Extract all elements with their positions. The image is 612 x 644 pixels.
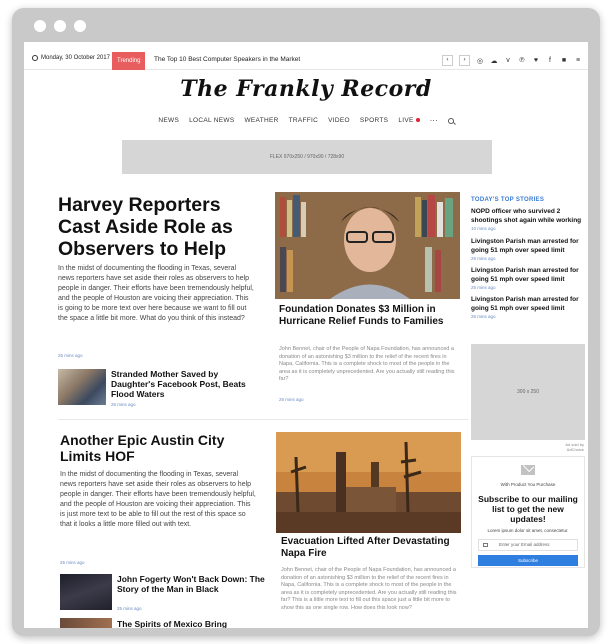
clock-icon	[32, 55, 38, 61]
soundcloud-icon[interactable]: ☁	[490, 57, 498, 65]
newsletter-box	[471, 456, 585, 568]
top-story-item[interactable]	[471, 208, 586, 231]
top-story-title[interactable]: Livingston Parish man arrested for going 51 mph over speed limit	[471, 238, 579, 254]
window-maximize-dot[interactable]	[74, 20, 86, 32]
newsletter-title: Subscribe to our mailing list to get the new updates!	[478, 494, 578, 524]
trending-badge: Trending	[112, 52, 145, 70]
trending-headline-link[interactable]: The Top 10 Best Computer Speakers in the Market	[154, 56, 301, 63]
napa-fire-photo-art	[276, 432, 461, 533]
top-story-item[interactable]	[471, 238, 586, 261]
menu-icon[interactable]: ≡	[575, 57, 581, 64]
fogerty-thumbnail[interactable]	[60, 574, 112, 610]
nav-video[interactable]: VIDEO	[328, 117, 350, 124]
nav-weather[interactable]: WEATHER	[244, 117, 279, 124]
browser-frame	[12, 8, 600, 636]
top-story-time: 25 mins ago	[471, 285, 496, 290]
email-placeholder: Enter your Email address	[499, 542, 550, 547]
top-story-time: 10 mins ago	[471, 226, 496, 231]
lead-summary: In the midst of documenting the flooding in Texas, several news reporters have set aside their roles as observers to help people in danger. Their efforts have been tremendously helpful, and the people of Houston are voicing their appreciation. This is going to be more text over here because we want to fill out the space a little bit more. What do you think of this instead?	[58, 265, 254, 322]
nav-traffic[interactable]: TRAFFIC	[288, 117, 319, 124]
foundation-summary: John Bennet, chair of the People of Napa Foundation, has announced a donation of an astonishing $3 million to the relief of the recent fires in Napa, California. This is a complete shock to most of the people in the area as it is completely unprecedented. Are you actually still reading this far?	[279, 346, 455, 382]
lead-time: 25 mins ago	[58, 353, 83, 358]
second-time: 25 mins ago	[60, 560, 85, 565]
vimeo-icon[interactable]: v	[506, 57, 510, 64]
main-nav	[24, 116, 588, 125]
top-story-item[interactable]	[471, 296, 586, 319]
napa-fire-summary: John Bennet, chair of the People of Napa Foundation, has announced a donation of an astonishing $3 million to the relief of the recent fires in Napa, California. This is a complete shock to most of the people in the area as it is completely unprecedented. Are you actually still reading this far? This is a little more text to fill out this space just a little bit more to show this as one single row. How does this look now?	[281, 567, 457, 611]
twitter-icon[interactable]: ♥	[533, 57, 539, 64]
spirits-thumbnail[interactable]	[60, 618, 112, 628]
mail-icon	[521, 465, 535, 475]
nav-live[interactable]	[398, 117, 419, 124]
foundation-photo-art	[275, 192, 460, 299]
newsletter-kicker: With Product You Purchase	[500, 482, 556, 487]
window-close-dot[interactable]	[34, 20, 46, 32]
spirits-headline[interactable]: The Spirits of Mexico Bring	[117, 619, 228, 628]
napa-fire-headline[interactable]: Evacuation Lifted After Devastating Napa Fire	[281, 536, 450, 559]
top-story-item[interactable]	[471, 267, 586, 290]
second-summary: In the midst of documenting the flooding in Texas, several news reporters have set aside their roles as observers to help people in danger. Their efforts have been tremendously helpful, and the people of Houston are voicing their appreciation. This is just more text to be able to fill out the rest of this space so that it looks a little more filled out with text.	[60, 471, 256, 528]
foundation-headline[interactable]: Foundation Donates $3 Million in Hurricane Relief Funds to Families	[279, 304, 444, 327]
side-ad[interactable]: 300 x 250	[471, 344, 585, 440]
date-text: Monday, 30 October 2017	[41, 55, 110, 61]
fogerty-time: 25 mins ago	[117, 606, 142, 611]
ad-banner[interactable]: FLEX 970x250 / 970x90 / 728x90	[122, 140, 492, 174]
second-headline[interactable]: Another Epic Austin City Limits HOF	[60, 432, 225, 464]
instagram-icon[interactable]: ◎	[476, 57, 484, 65]
newsletter-subtitle: Lorem ipsum dolor sit amet, consectetur.	[487, 528, 569, 533]
search-icon[interactable]	[448, 118, 454, 124]
lock-icon[interactable]: ■	[561, 57, 567, 64]
top-story-time: 25 mins ago	[471, 314, 496, 319]
subscribe-button[interactable]: Subscribe	[478, 555, 578, 566]
foundation-photo[interactable]	[275, 192, 460, 299]
social-icons	[442, 55, 582, 66]
window-minimize-dot[interactable]	[54, 20, 66, 32]
site-logo[interactable]: The Frankly Record	[180, 76, 432, 102]
live-dot-icon	[416, 118, 420, 122]
stranded-mother-thumbnail[interactable]	[58, 369, 106, 405]
window-controls	[34, 20, 86, 32]
nav-sports[interactable]: SPORTS	[359, 117, 389, 124]
top-story-time: 25 mins ago	[471, 256, 496, 261]
top-story-title[interactable]: Livingston Parish man arrested for going 51 mph over speed limit	[471, 267, 579, 283]
pinterest-icon[interactable]: ℗	[519, 57, 525, 64]
top-story-title[interactable]: Livingston Parish man arrested for going 51 mph over speed limit	[471, 296, 579, 312]
nav-news[interactable]: NEWS	[158, 117, 180, 124]
top-story-title[interactable]: NOPD officer who survived 2 shootings shot again while working	[471, 208, 582, 224]
foundation-time: 25 mins ago	[279, 397, 304, 402]
napa-fire-photo[interactable]	[276, 432, 461, 533]
chevron-left-icon[interactable]: ‹	[442, 55, 453, 66]
web-page	[24, 42, 588, 628]
nav-local-news[interactable]: LOCAL NEWS	[189, 117, 235, 124]
top-bar	[24, 52, 588, 70]
section-divider	[58, 419, 468, 420]
side-story-time: 25 mins ago	[111, 402, 136, 407]
more-icon[interactable]: ···	[429, 116, 438, 125]
fogerty-headline[interactable]: John Fogerty Won't Back Down: The Story of the Man in Black	[117, 574, 265, 594]
ad-choice-label[interactable]: Ad sold by AdChoice	[565, 442, 584, 452]
envelope-icon	[483, 543, 488, 547]
facebook-icon[interactable]: f	[549, 57, 551, 64]
email-field[interactable]	[478, 539, 578, 551]
top-stories-title: TODAY'S TOP STORIES	[471, 197, 545, 203]
chevron-right-icon[interactable]: ›	[459, 55, 470, 66]
lead-headline[interactable]: Harvey Reporters Cast Aside Role as Observers to Help	[58, 194, 233, 260]
side-story-headline[interactable]: Stranded Mother Saved by Daughter's Facebook Post, Beats Flood Waters	[111, 369, 246, 399]
nav-live-label: LIVE	[398, 117, 414, 124]
current-date	[32, 55, 110, 61]
